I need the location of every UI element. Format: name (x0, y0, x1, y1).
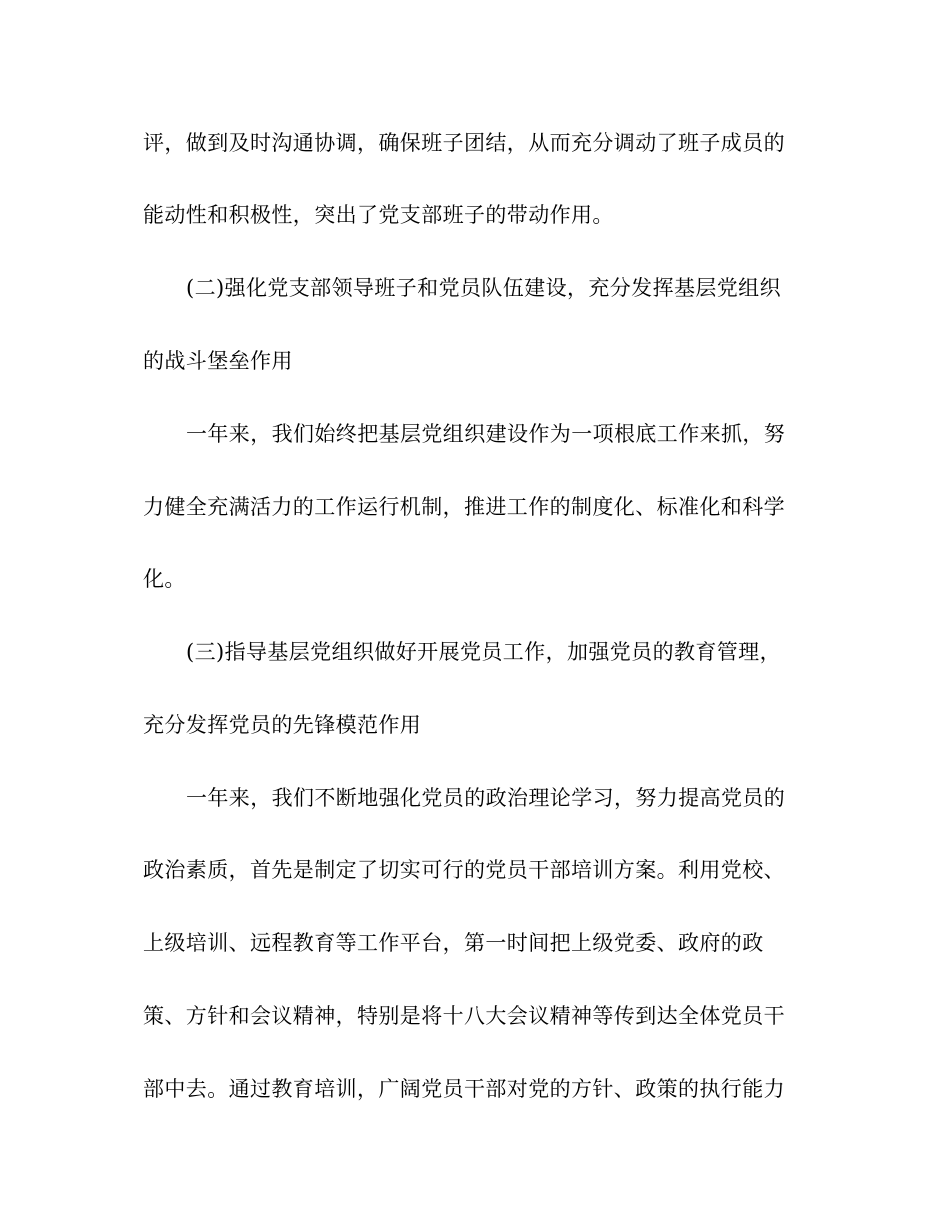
text-line: 一年来，我们始终把基层党组织建设作为一项根底工作来抓，努 (186, 422, 786, 446)
text-line: 力健全充满活力的工作运行机制，推进工作的制度化、标准化和科学 (143, 495, 785, 519)
text-line: 政治素质，首先是制定了切实可行的党员干部培训方案。利用党校、 (143, 858, 785, 882)
text-line: 一年来，我们不断地强化党员的政治理论学习，努力提高党员的 (186, 786, 786, 810)
text-line: 部中去。通过教育培训，广阔党员干部对党的方针、政策的执行能力 (143, 1077, 785, 1101)
section-heading: (二)强化党支部领导班子和党员队伍建设，充分发挥基层党组织 (186, 276, 781, 300)
text-line: 上级培训、远程教育等工作平台，第一时间把上级党委、政府的政 (143, 931, 764, 955)
text-line: 能动性和积极性，突出了党支部班子的带动作用。 (143, 203, 614, 227)
section-heading-continued: 的战斗堡垒作用 (143, 349, 293, 373)
section-heading-continued: 充分发挥党员的先锋模范作用 (143, 713, 422, 737)
text-line: 策、方针和会议精神，特别是将十八大会议精神等传到达全体党员干 (143, 1004, 785, 1028)
text-line: 评，做到及时沟通协调，确保班子团结，从而充分调动了班子成员的 (143, 131, 785, 155)
text-line: 化。 (143, 567, 186, 591)
section-heading: (三)指导基层党组织做好开展党员工作，加强党员的教育管理， (186, 640, 781, 664)
